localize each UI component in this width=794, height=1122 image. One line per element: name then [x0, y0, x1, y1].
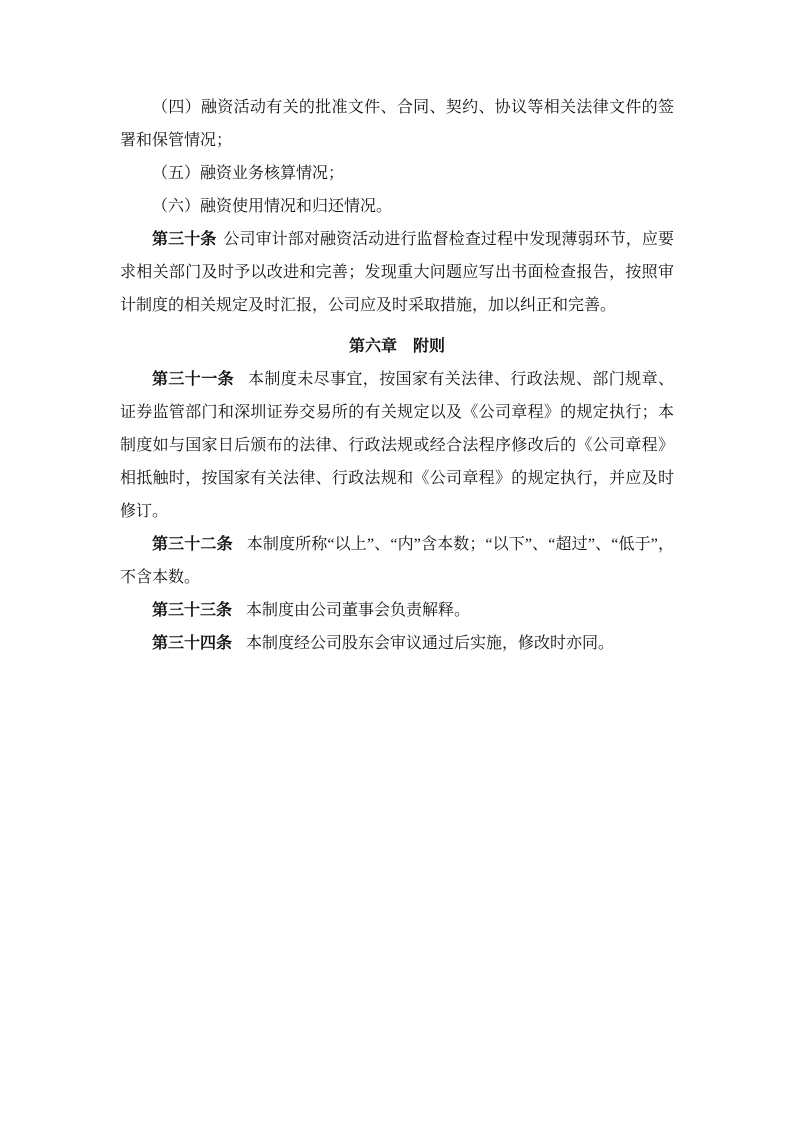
article-number: 第三十四条 — [152, 635, 233, 652]
article-text: 本制度经公司股东会审议通过后实施，修改时亦同。 — [246, 635, 615, 652]
article-number: 第三十二条 — [152, 536, 233, 553]
document-body — [120, 91, 674, 660]
article-number: 第三十条 — [152, 231, 217, 248]
clause-item-6: （六）融资使用情况和归还情况。 — [152, 198, 393, 215]
article-number: 第三十一条 — [152, 371, 234, 388]
article-30 — [120, 223, 674, 322]
article-31 — [120, 363, 674, 528]
clause-item-5: （五）融资业务核算情况； — [152, 165, 345, 182]
article-number: 第三十三条 — [152, 602, 233, 619]
article-text: 本制度由公司董事会负责解释。 — [246, 602, 471, 619]
chapter-6-heading: 第六章 附则 — [348, 338, 445, 355]
article-text: 公司审计部对融资活动进行监督检查过程中发现薄弱环节，应要求相关部门及时予以改进和完善；发现重大问题应写出书面检查报告，按照审计制度的相关规定及时汇报，公司应及时采取措施，加以纠正和完善。 — [120, 231, 674, 314]
article-text: 本制度未尽事宜，按国家有关法律、行政法规、部门规章、证券监管部门和深圳证券交易所的有关规定以及《公司章程》的规定执行；本制度如与国家日后颁布的法律、行政法规或经合法程序修改后的《公司章程》相抵触时，按国家有关法律、行政法规和《公司章程》的规定执行，并应及时修订。 — [120, 371, 674, 520]
clause-item-4: （四）融资活动有关的批准文件、合同、契约、协议等相关法律文件的签署和保管情况； — [120, 99, 674, 149]
article-text: 本制度所称“以上”、“内”含本数；“以下”、“超过”、“低于”，不含本数。 — [120, 536, 674, 586]
article-34 — [120, 627, 674, 660]
article-33 — [120, 594, 674, 627]
article-32 — [120, 528, 674, 594]
